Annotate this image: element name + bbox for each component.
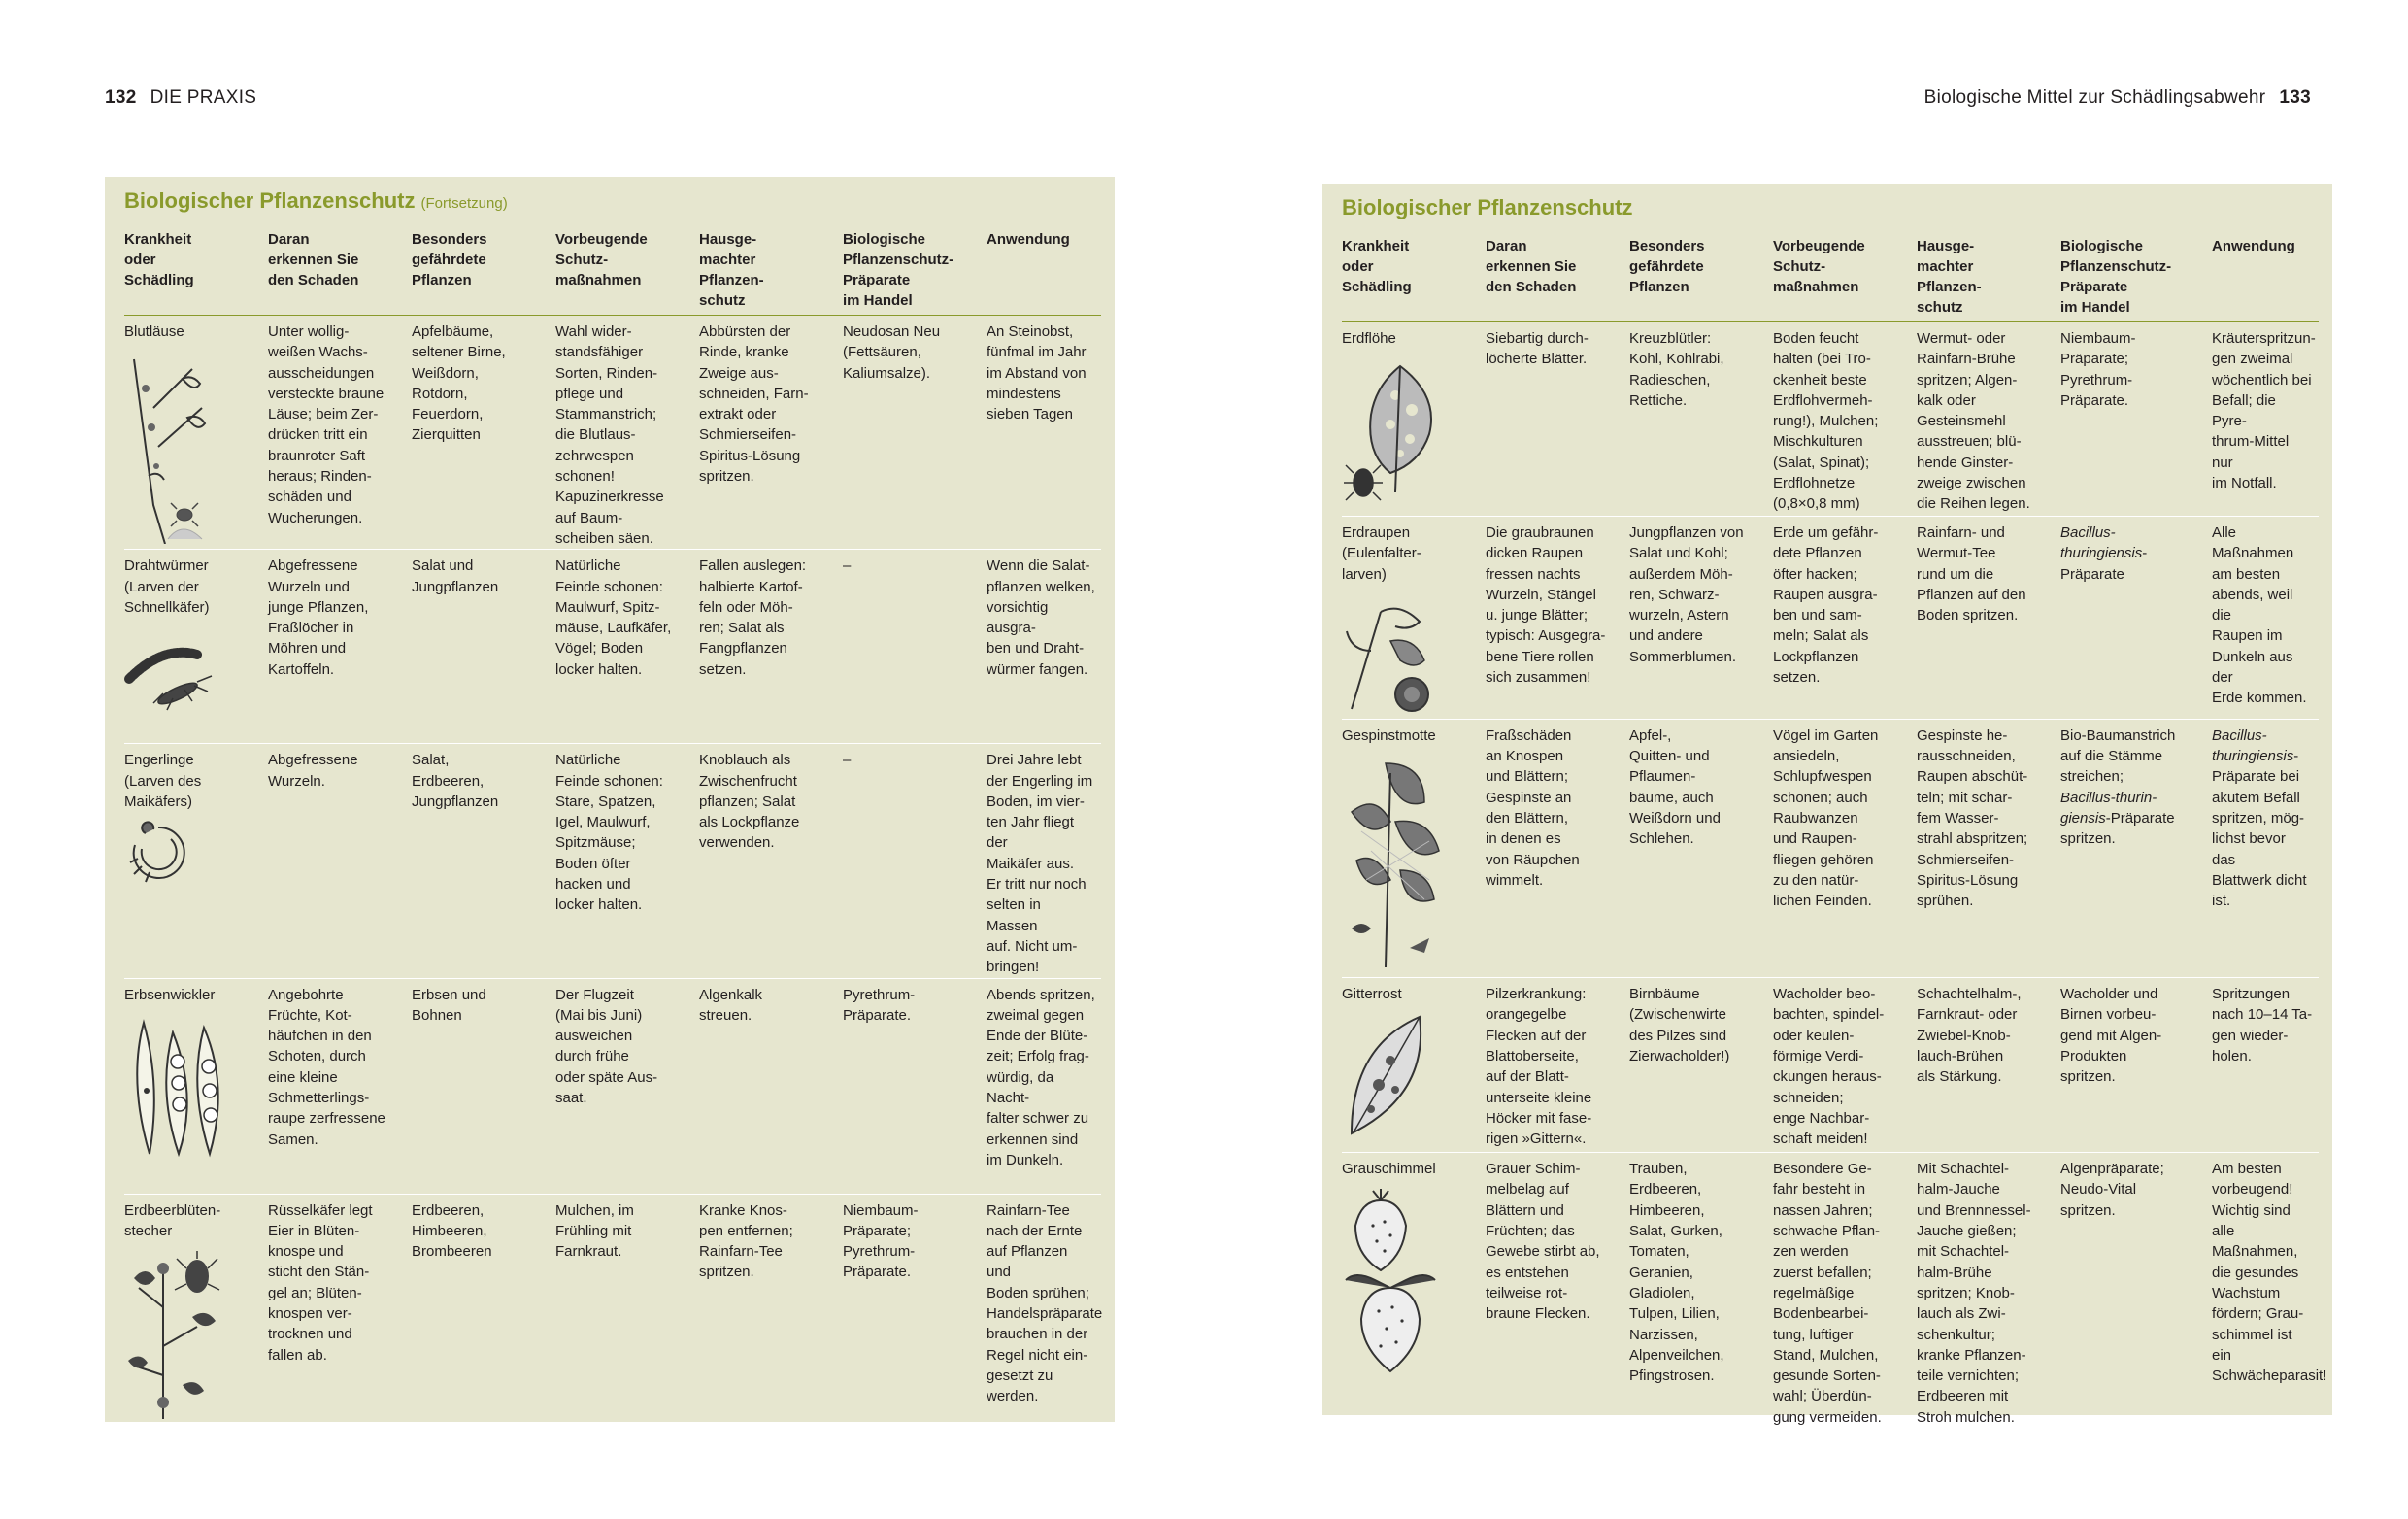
table-cell: Schachtelhalm-, Farnkraut- oder Zwiebel-Knob- lauch-Brühen als Stärkung. — [1917, 978, 2060, 1153]
table-row — [124, 550, 1101, 744]
table-cell: Alle Maßnahmen am besten abends, weil die Raupen im Dunkeln aus der Erde kommen. — [2212, 517, 2319, 720]
cutworm-icon — [1342, 592, 1480, 719]
table-cell: Besondere Ge- fahr besteht in nassen Jahren; schwache Pflan- zen werden zuerst befallen; regelmäßige Bodenbearbei- tung, luftiger Stand, Mulchen, gesunde Sorten- wahl; Überdün- gung vermeiden. — [1773, 1153, 1917, 1428]
pest-name-cell — [124, 1194, 268, 1424]
table-cell: Rainfarn-Tee nach der Ernte auf Pflanzen und Boden sprühen; Handelspräparate brauchen in der Regel nicht ein- gesetzt zu werden. — [987, 1194, 1101, 1424]
table-cell: Siebartig durch- löcherte Blätter. — [1486, 330, 1589, 368]
pest-name-cell — [124, 316, 268, 550]
section-title: Biologische Mittel zur Schädlingsabwehr — [1923, 87, 2266, 108]
table-row — [124, 744, 1101, 978]
pest-name: Drahtwürmer (Larven der Schnellkäfer) — [124, 557, 210, 616]
table-cell: Angebohrte Früchte, Kot- häufchen in den Schoten, durch eine kleine Schmetterlings- raupe zerfressene Samen. — [268, 978, 412, 1194]
table-cell: Der Flugzeit (Mai bis Juni) ausweichen durch frühe oder späte Aus- saat. — [555, 978, 699, 1194]
table-row — [1342, 322, 2319, 517]
flea-beetle-leaf-icon — [1342, 356, 1480, 512]
table-cell: Knoblauch als Zwischenfrucht pflanzen; Salat als Lockpflanze verwenden. — [699, 744, 843, 978]
table-cell: Abbürsten der Rinde, kranke Zweige aus- schneiden, Farn- extrakt oder Schmierseifen- Spiritus-Lösung spritzen. — [699, 323, 809, 486]
pest-name-cell — [1342, 719, 1486, 977]
grub-icon — [124, 820, 262, 888]
pest-name-cell — [1342, 978, 1486, 1153]
table-cell: Niembaum- Präparate; Pyrethrum- Präparate. — [2060, 330, 2136, 409]
pea-pod-icon — [124, 1013, 262, 1159]
pest-name: Erdflöhe — [1342, 330, 1396, 347]
pest-name-cell — [124, 978, 268, 1194]
table-cell: Fraßschäden an Knospen und Blättern; Gespinste an den Blättern, in denen es von Räupchen wimmelt. — [1486, 719, 1629, 977]
table-cell: Algenkalk streuen. — [699, 978, 843, 1194]
panel-title: Biologischer Pflanzenschutz — [1342, 195, 1633, 219]
table-cell: Kräuterspritzun- gen zweimal wöchentlich bei Befall; die Pyre- thrum-Mittel nur im Notfall. — [2212, 330, 2316, 492]
table-header-row — [1342, 236, 2319, 322]
table-cell: Bacillus- thuringiensis- Präparate bei akutem Befall spritzen, mög- lichst bevor das Blattwerk dicht ist. — [2212, 719, 2319, 977]
pest-name: Erbsenwickler — [124, 986, 216, 1003]
table-cell: Salat, Erdbeeren, Jungpflanzen — [412, 744, 555, 978]
table-cell: Erdbeeren, Himbeeren, Brombeeren — [412, 1194, 555, 1424]
table-cell: Algenpräparate; Neudo-Vital spritzen. — [2060, 1153, 2212, 1428]
pest-name-cell — [124, 550, 268, 744]
column-header: Krankheit oder Schädling — [1342, 236, 1486, 322]
pest-name-cell — [1342, 1153, 1486, 1428]
table-row — [1342, 719, 2319, 977]
table-cell: Erde um gefähr- dete Pflanzen öfter hacken; Raupen ausgra- ben und sam- meln; Salat als Lockpflanzen setzen. — [1773, 517, 1917, 720]
table-row — [124, 316, 1101, 550]
table-cell: Abgefressene Wurzeln und junge Pflanzen, Fraßlöcher in Möhren und Kartoffeln. — [268, 550, 412, 744]
column-header: Besonders gefährdete Pflanzen — [412, 229, 555, 316]
table-cell: Erbsen und Bohnen — [412, 978, 555, 1194]
table-cell: Drei Jahre lebt der Engerling im Boden, im vier- ten Jahr fliegt der Maikäfer aus. Er tritt nur noch selten in Massen auf. Nicht um- bringen! — [987, 744, 1101, 978]
table-header-row — [124, 229, 1101, 316]
running-head-left — [105, 87, 256, 109]
table-cell: Wacholder und Birnen vorbeu- gend mit Algen- Produkten spritzen. — [2060, 978, 2212, 1153]
pear-rust-leaf-icon — [1342, 1012, 1480, 1138]
table-cell: Wacholder beo- bachten, spindel- oder keulen- förmige Verdi- ckungen heraus- schneiden; enge Nachbar- schaft meiden! — [1773, 978, 1917, 1153]
table-cell: Kreuzblütler: Kohl, Kohlrabi, Radieschen, Rettiche. — [1629, 330, 1724, 409]
table-cell: Pilzerkrankung: orangegelbe Flecken auf der Blattoberseite, auf der Blatt- unterseite kleine Höcker mit fase- rigen »Gittern«. — [1486, 978, 1629, 1153]
column-header: Biologische Pflanzenschutz- Präparate im Handel — [2060, 236, 2212, 322]
panel-subtitle: (Fortsetzung) — [420, 195, 508, 212]
table-cell: Gespinste he- rausschneiden, Raupen abschüt- teln; mit schar- fem Wasser- strahl abspritzen; Schmierseifen- Spiritus-Lösung sprühen. — [1917, 719, 2060, 977]
table-cell: – — [843, 744, 987, 978]
table-cell: Natürliche Feinde schonen: Maulwurf, Spitz- mäuse, Laufkäfer, Vögel; Boden locker halten. — [555, 550, 699, 744]
table-cell: Apfelbäume, seltener Birne, Weißdorn, Rotdorn, Feuerdorn, Zierquitten — [412, 323, 506, 444]
column-header: Vorbeugende Schutz- maßnahmen — [555, 229, 699, 316]
column-header: Daran erkennen Sie den Schaden — [1486, 236, 1629, 322]
table-cell: Trauben, Erdbeeren, Himbeeren, Salat, Gurken, Tomaten, Geranien, Gladiolen, Tulpen, Lilien, Narzissen, Alpenveilchen, Pfingstrosen. — [1629, 1153, 1773, 1428]
table-cell: Rüsselkäfer legt Eier in Blüten- knospe und sticht den Stän- gel an; Blüten- knospen ver- trocknen und fallen ab. — [268, 1194, 412, 1424]
table-panel-right — [1322, 184, 2332, 1426]
pest-table — [1342, 236, 2327, 1428]
table-row — [124, 1194, 1101, 1424]
column-header: Hausge- machter Pflanzen- schutz — [1917, 236, 2060, 322]
table-cell: Birnbäume (Zwischenwirte des Pilzes sind Zierwacholder!) — [1629, 978, 1773, 1153]
chapter-title: DIE PRAXIS — [150, 87, 257, 108]
table-cell: Wahl wider- standsfähiger Sorten, Rinden- pflege und Stammanstrich; die Blutlaus- zehrwespen schonen! Kapuzinerkresse auf Baum- scheiben säen. — [555, 323, 664, 547]
table-cell: Rainfarn- und Wermut-Tee rund um die Pflanzen auf den Boden spritzen. — [1917, 517, 2060, 720]
table-cell: Spritzungen nach 10–14 Ta- gen wieder- holen. — [2212, 978, 2319, 1153]
pest-table — [124, 229, 1101, 1424]
table-cell: Kranke Knos- pen entfernen; Rainfarn-Tee spritzen. — [699, 1194, 843, 1424]
table-cell: Vögel im Garten ansiedeln, Schlupfwespen schonen; auch Raubwanzen und Raupen- fliegen gehören zu den natür- lichen Feinden. — [1773, 719, 1917, 977]
table-cell: Neudosan Neu (Fettsäuren, Kaliumsalze). — [843, 323, 941, 382]
table-cell: Die graubraunen dicken Raupen fressen nachts Wurzeln, Stängel u. junge Blätter; typisch: Ausgegra- bene Tiere rollen sich zusammen! — [1486, 517, 1629, 720]
table-row — [1342, 978, 2319, 1153]
column-header: Anwendung — [2212, 236, 2319, 322]
pest-name: Erdraupen (Eulenfalter- larven) — [1342, 524, 1421, 583]
table-cell: Wermut- oder Rainfarn-Brühe spritzen; Algen- kalk oder Gesteinsmehl ausstreuen; blü- hende Ginster- zweige zwischen die Reihen legen. — [1917, 330, 2030, 513]
table-cell: Unter wollig- weißen Wachs- ausscheidungen versteckte braune Läuse; beim Zer- drücken tritt ein braunroter Saft heraus; Rinden- schäden und Wucherungen. — [268, 323, 385, 526]
table-row — [1342, 1153, 2319, 1428]
wireworm-beetle-icon — [124, 625, 262, 713]
table-cell: Bio-Baumanstrich auf die Stämme streichen; Bacillus-thurin- giensis-Präparate spritzen. — [2060, 719, 2212, 977]
table-cell: Niembaum- Präparate; Pyrethrum- Präparate. — [843, 1194, 987, 1424]
table-row — [124, 978, 1101, 1194]
column-header: Anwendung — [987, 229, 1101, 316]
woolly-aphid-branch-icon — [124, 350, 262, 544]
table-cell: Pyrethrum- Präparate. — [843, 978, 987, 1194]
table-row — [1342, 517, 2319, 720]
table-cell: Mit Schachtel- halm-Jauche und Brennnessel- Jauche gießen; mit Schachtel- halm-Brühe spritzen; Knob- lauch als Zwi- schenkultur; kranke Pflanzen- teile vernichten; Erdbeeren mit Stroh mulchen. — [1917, 1153, 2060, 1428]
column-header: Vorbeugende Schutz- maßnahmen — [1773, 236, 1917, 322]
strawberry-icon — [1342, 1187, 1480, 1381]
pest-name: Grauschimmel — [1342, 1161, 1436, 1178]
table-cell: An Steinobst, fünfmal im Jahr im Abstand von mindestens sieben Tagen — [987, 323, 1087, 423]
strawberry-weevil-icon — [124, 1249, 262, 1424]
page-number: 132 — [105, 87, 137, 108]
column-header: Biologische Pflanzenschutz- Präparate im Handel — [843, 229, 987, 316]
pest-name-cell — [124, 744, 268, 978]
column-header: Daran erkennen Sie den Schaden — [268, 229, 412, 316]
table-cell: Apfel-, Quitten- und Pflaumen- bäume, auch Weißdorn und Schlehen. — [1629, 719, 1773, 977]
pest-name: Blutläuse — [124, 323, 184, 340]
page-number: 133 — [2279, 87, 2311, 108]
table-cell: Grauer Schim- melbelag auf Blättern und Früchten; das Gewebe stirbt ab, es entstehen teilweise rot- braune Flecken. — [1486, 1153, 1629, 1428]
table-cell: Wenn die Salat- pflanzen welken, vorsichtig ausgra- ben und Draht- würmer fangen. — [987, 550, 1101, 744]
table-cell: – — [843, 550, 987, 744]
pest-name: Engerlinge (Larven des Maikäfers) — [124, 752, 202, 810]
table-cell: Jungpflanzen von Salat und Kohl; außerdem Möh- ren, Schwarz- wurzeln, Astern und andere Sommerblumen. — [1629, 517, 1773, 720]
column-header: Krankheit oder Schädling — [124, 229, 268, 316]
pest-name: Gitterrost — [1342, 986, 1402, 1003]
table-cell: Bacillus- thuringiensis- Präparate — [2060, 517, 2212, 720]
pest-name-cell — [1342, 517, 1486, 720]
table-cell: Boden feucht halten (bei Tro- ckenheit beste Erdflohvermeh- rung!), Mulchen; Mischkulturen (Salat, Spinat); Erdflohnetze (0,8×0,8 mm) — [1773, 330, 1879, 513]
table-cell: Abends spritzen, zweimal gegen Ende der Blüte- zeit; Erfolg frag- würdig, da Nacht- falter schwer zu erkennen sind im Dunkeln. — [987, 978, 1101, 1194]
table-cell: Salat und Jungpflanzen — [412, 550, 555, 744]
ermine-moth-web-icon — [1342, 754, 1480, 977]
pest-name: Gespinstmotte — [1342, 726, 1436, 744]
running-head-right — [1924, 87, 2311, 109]
table-panel-left — [105, 177, 1115, 1422]
panel-title: Biologischer Pflanzenschutz (Fortsetzung) — [124, 188, 508, 213]
table-cell: Natürliche Feinde schonen: Stare, Spatzen, Igel, Maulwurf, Spitzmäuse; Boden öfter hacken und locker halten. — [555, 744, 699, 978]
column-header: Hausge- machter Pflanzen- schutz — [699, 229, 843, 316]
table-cell: Mulchen, im Frühling mit Farnkraut. — [555, 1194, 699, 1424]
pest-name-cell — [1342, 322, 1486, 517]
table-cell: Fallen auslegen: halbierte Kartof- feln oder Möh- ren; Salat als Fangpflanzen setzen. — [699, 550, 843, 744]
table-cell: Abgefressene Wurzeln. — [268, 744, 412, 978]
table-cell: Am besten vorbeugend! Wichtig sind alle Maßnahmen, die gesundes Wachstum fördern; Grau- schimmel ist ein Schwächeparasit! — [2212, 1153, 2319, 1428]
column-header: Besonders gefährdete Pflanzen — [1629, 236, 1773, 322]
pest-name: Erdbeerblüten- stecher — [124, 1201, 221, 1239]
